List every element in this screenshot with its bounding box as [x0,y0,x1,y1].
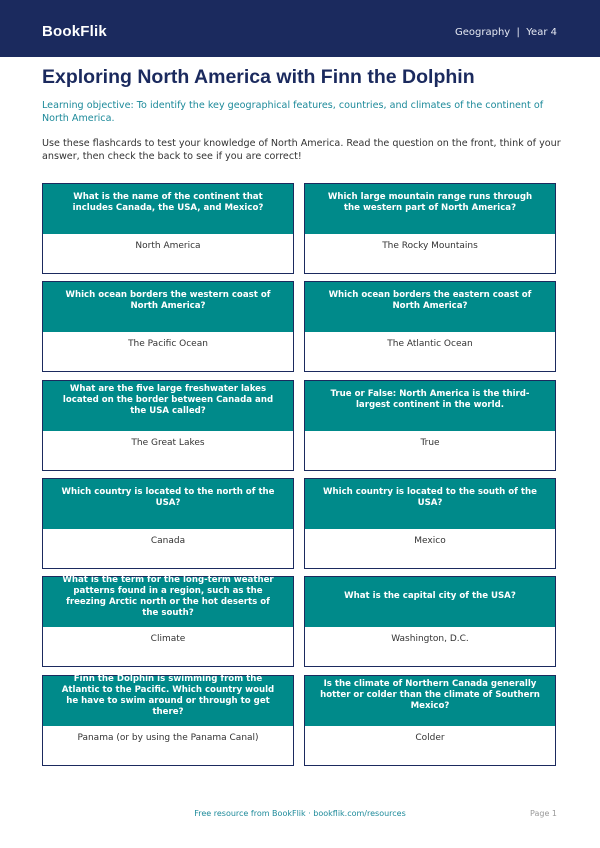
flashcard[interactable] [42,675,294,766]
page-number: Page 1 [530,809,557,818]
flashcard-answer: The Rocky Mountains [382,241,478,251]
flashcard-question: Finn the Dolphin is swimming from the Atlantic to the Pacific. Which country would he have to swim around or through to get there? [43,676,293,726]
flashcard-question: Which country is located to the south of the USA? [305,479,555,529]
flashcard-answer: The Atlantic Ocean [387,339,473,349]
subject-label: Geography | Year 4 [454,27,557,38]
flashcard-question: What is the capital city of the USA? [305,577,555,627]
flashcard-question: Which large mountain range runs through the western part of North America? [305,184,555,234]
footer-resource-link[interactable]: Free resource from BookFlik · bookflik.com/resources [194,809,406,818]
flashcard-answer: North America [135,241,201,251]
flashcard-question: True or False: North America is the third-largest continent in the world. [305,381,555,431]
flashcard[interactable] [304,478,556,569]
flashcard[interactable] [42,576,294,667]
brand-logo[interactable]: BookFlik [42,23,107,40]
flashcard-answer: The Great Lakes [131,438,205,448]
flashcard-answer: Climate [150,634,186,644]
top-header-bar [0,0,600,57]
flashcard-answer: Washington, D.C. [391,634,469,644]
flashcard[interactable] [42,380,294,471]
flashcard-question: Which country is located to the north of the USA? [43,479,293,529]
flashcard[interactable] [42,183,294,274]
flashcard[interactable] [304,675,556,766]
flashcard-answer: Colder [415,733,445,743]
learning-objective: Learning objective: To identify the key geographical features, countries, and climates of the continent of North America. [42,100,544,124]
flashcard[interactable] [42,478,294,569]
flashcard-question: What is the term for the long-term weather patterns found in a region, such as the freezing Arctic north or the hot deserts of the south? [43,577,293,627]
flashcard[interactable] [42,281,294,372]
flashcard[interactable] [304,380,556,471]
instructions-text: Use these flashcards to test your knowledge of North America. Read the question on the front, think of your answer, then check the back to see if you are correct! [42,138,561,162]
flashcard-answer: Canada [150,536,186,546]
flashcard-answer: Panama (or by using the Panama Canal) [77,733,259,743]
flashcard-answer: True [420,438,440,448]
flashcard-question: Which ocean borders the western coast of North America? [43,282,293,332]
flashcard-question: Is the climate of Northern Canada generally hotter or colder than the climate of Southern Mexico? [305,676,555,726]
flashcard[interactable] [304,576,556,667]
flashcard[interactable] [304,183,556,274]
flashcard[interactable] [304,281,556,372]
flashcard-question: Which ocean borders the eastern coast of North America? [305,282,555,332]
flashcard-answer: Mexico [414,536,446,546]
flashcard-answer: The Pacific Ocean [128,339,208,349]
flashcard-question: What are the five large freshwater lakes located on the border between Canada and the USA called? [43,381,293,431]
page-title: Exploring North America with Finn the Dolphin [42,66,475,88]
flashcard-question: What is the name of the continent that includes Canada, the USA, and Mexico? [43,184,293,234]
